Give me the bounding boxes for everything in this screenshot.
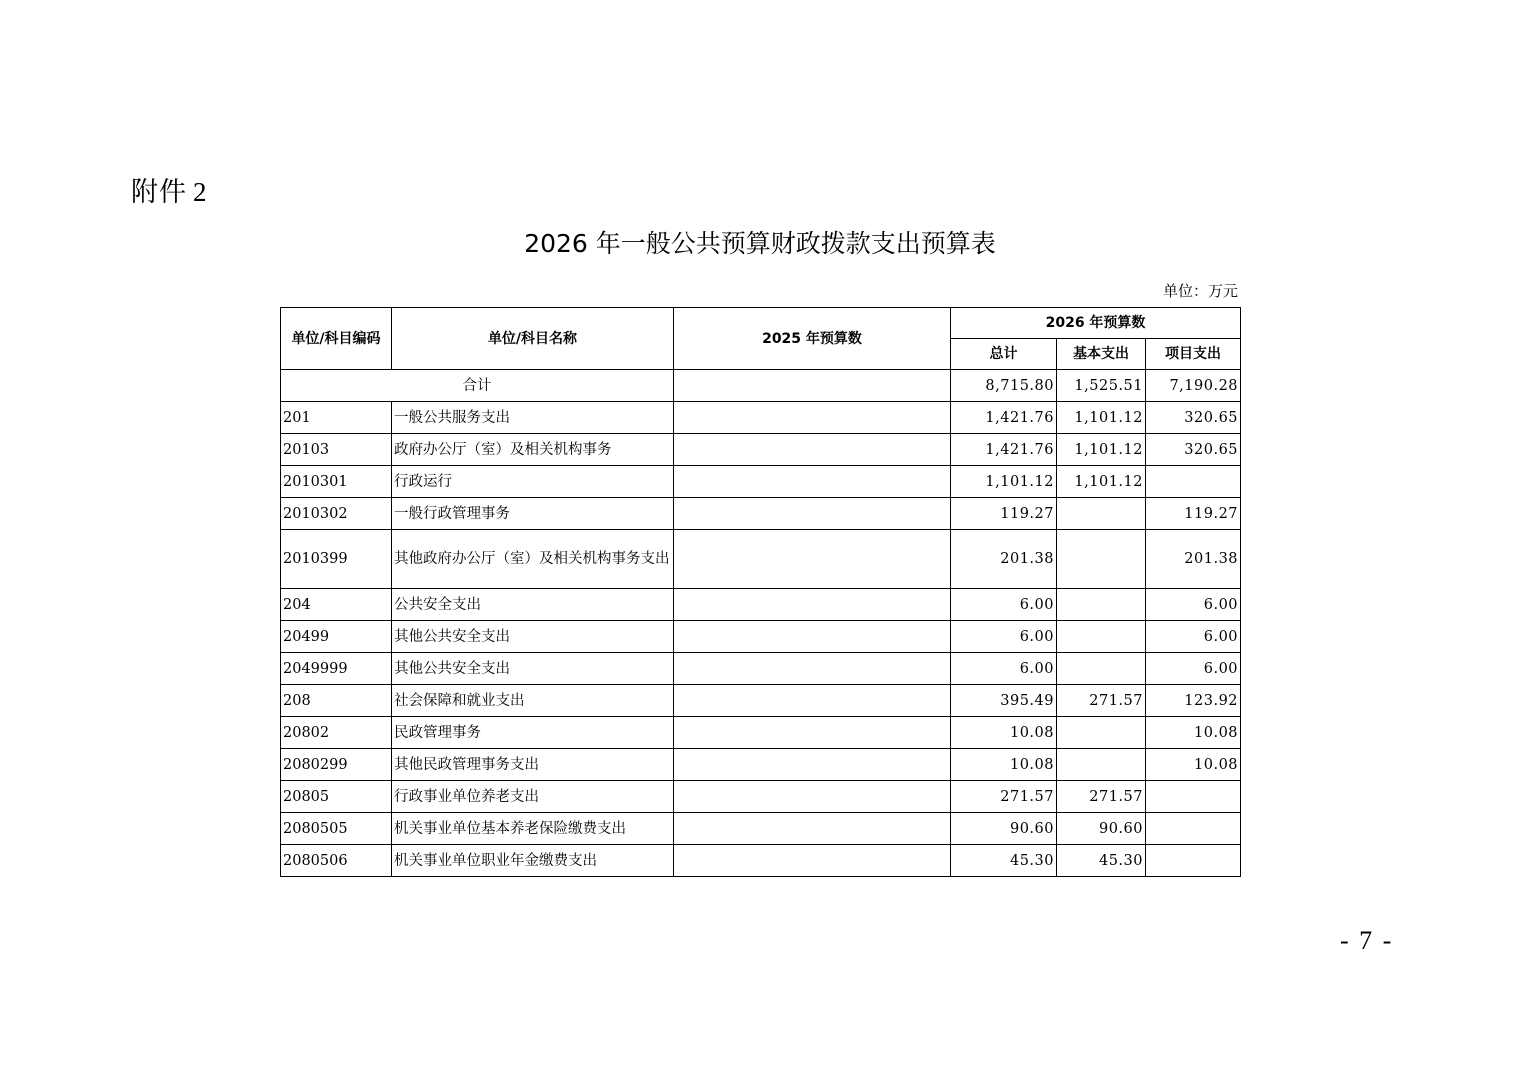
cell-prev-year	[674, 845, 951, 877]
table-row	[281, 402, 1241, 434]
cell-prev-year	[674, 685, 951, 717]
cell-name: 其他公共安全支出	[392, 621, 674, 653]
table-row	[281, 498, 1241, 530]
cell-name: 机关事业单位基本养老保险缴费支出	[392, 813, 674, 845]
cell-total: 119.27	[951, 498, 1057, 530]
cell-total: 10.08	[951, 717, 1057, 749]
cell-code: 201	[281, 402, 392, 434]
cell-code: 2080505	[281, 813, 392, 845]
table-row	[281, 685, 1241, 717]
budget-table	[280, 307, 1241, 877]
cell-project: 320.65	[1146, 434, 1241, 466]
cell-name: 其他政府办公厅（室）及相关机构事务支出	[392, 530, 674, 589]
cell-name: 行政运行	[392, 466, 674, 498]
cell-project: 119.27	[1146, 498, 1241, 530]
table-row	[281, 466, 1241, 498]
table-row	[281, 717, 1241, 749]
cell-prev-year	[674, 781, 951, 813]
total-total: 8,715.80	[951, 370, 1057, 402]
cell-basic: 1,101.12	[1057, 402, 1146, 434]
cell-project: 10.08	[1146, 717, 1241, 749]
cell-prev-year	[674, 717, 951, 749]
cell-project: 6.00	[1146, 653, 1241, 685]
cell-prev-year	[674, 653, 951, 685]
cell-name: 一般行政管理事务	[392, 498, 674, 530]
cell-total: 6.00	[951, 621, 1057, 653]
table-row	[281, 813, 1241, 845]
table-body	[281, 370, 1241, 877]
cell-prev-year	[674, 498, 951, 530]
cell-basic	[1057, 653, 1146, 685]
cell-basic: 45.30	[1057, 845, 1146, 877]
cell-name: 机关事业单位职业年金缴费支出	[392, 845, 674, 877]
cell-total: 395.49	[951, 685, 1057, 717]
cell-code: 20805	[281, 781, 392, 813]
cell-project: 6.00	[1146, 621, 1241, 653]
table-row	[281, 653, 1241, 685]
header-current-year: 2026 年预算数	[951, 308, 1241, 339]
cell-total: 90.60	[951, 813, 1057, 845]
header-project: 项目支出	[1146, 339, 1241, 370]
cell-prev-year	[674, 589, 951, 621]
cell-basic: 271.57	[1057, 781, 1146, 813]
cell-project: 123.92	[1146, 685, 1241, 717]
cell-basic: 90.60	[1057, 813, 1146, 845]
header-code: 单位/科目编码	[281, 308, 392, 370]
table-row	[281, 589, 1241, 621]
cell-basic	[1057, 621, 1146, 653]
cell-code: 20499	[281, 621, 392, 653]
cell-code: 2010301	[281, 466, 392, 498]
cell-prev-year	[674, 749, 951, 781]
cell-code: 2080506	[281, 845, 392, 877]
table-row	[281, 781, 1241, 813]
cell-project: 6.00	[1146, 589, 1241, 621]
table-row	[281, 749, 1241, 781]
cell-name: 其他公共安全支出	[392, 653, 674, 685]
cell-code: 204	[281, 589, 392, 621]
table-header	[281, 308, 1241, 370]
cell-basic: 1,101.12	[1057, 434, 1146, 466]
cell-prev-year	[674, 466, 951, 498]
cell-total: 201.38	[951, 530, 1057, 589]
cell-project	[1146, 781, 1241, 813]
cell-project: 10.08	[1146, 749, 1241, 781]
cell-code: 20103	[281, 434, 392, 466]
page-title: 2026 年一般公共预算财政拨款支出预算表	[524, 229, 996, 258]
cell-basic: 1,101.12	[1057, 466, 1146, 498]
cell-project	[1146, 845, 1241, 877]
table-row	[281, 530, 1241, 589]
cell-code: 208	[281, 685, 392, 717]
cell-name: 一般公共服务支出	[392, 402, 674, 434]
cell-basic	[1057, 717, 1146, 749]
header-total: 总计	[951, 339, 1057, 370]
cell-total: 1,421.76	[951, 402, 1057, 434]
cell-prev-year	[674, 813, 951, 845]
cell-name: 民政管理事务	[392, 717, 674, 749]
cell-code: 2010302	[281, 498, 392, 530]
table-row	[281, 621, 1241, 653]
attachment-label	[131, 176, 208, 209]
cell-total: 1,421.76	[951, 434, 1057, 466]
cell-basic	[1057, 498, 1146, 530]
total-label: 合计	[281, 370, 674, 402]
table-row	[281, 434, 1241, 466]
cell-name: 行政事业单位养老支出	[392, 781, 674, 813]
cell-basic	[1057, 749, 1146, 781]
cell-prev-year	[674, 530, 951, 589]
cell-name: 政府办公厅（室）及相关机构事务	[392, 434, 674, 466]
attachment-number: 2	[193, 177, 208, 207]
unit-label: 单位：万元	[1162, 282, 1238, 300]
cell-project: 201.38	[1146, 530, 1241, 589]
cell-name: 其他民政管理事务支出	[392, 749, 674, 781]
cell-project	[1146, 466, 1241, 498]
cell-total: 271.57	[951, 781, 1057, 813]
cell-total: 1,101.12	[951, 466, 1057, 498]
total-prev	[674, 370, 951, 402]
cell-project: 320.65	[1146, 402, 1241, 434]
cell-prev-year	[674, 434, 951, 466]
cell-name: 公共安全支出	[392, 589, 674, 621]
header-prev-year: 2025 年预算数	[674, 308, 951, 370]
cell-code: 2049999	[281, 653, 392, 685]
page-number: - 7 -	[1340, 926, 1394, 955]
cell-name: 社会保障和就业支出	[392, 685, 674, 717]
cell-code: 2080299	[281, 749, 392, 781]
cell-total: 10.08	[951, 749, 1057, 781]
cell-code: 20802	[281, 717, 392, 749]
header-name: 单位/科目名称	[392, 308, 674, 370]
cell-prev-year	[674, 621, 951, 653]
attachment-text: 附件	[131, 177, 187, 208]
cell-basic: 271.57	[1057, 685, 1146, 717]
cell-total: 6.00	[951, 589, 1057, 621]
cell-project	[1146, 813, 1241, 845]
table-row	[281, 845, 1241, 877]
cell-basic	[1057, 530, 1146, 589]
cell-prev-year	[674, 402, 951, 434]
cell-basic	[1057, 589, 1146, 621]
cell-total: 6.00	[951, 653, 1057, 685]
total-row	[281, 370, 1241, 402]
header-basic: 基本支出	[1057, 339, 1146, 370]
total-project: 7,190.28	[1146, 370, 1241, 402]
cell-code: 2010399	[281, 530, 392, 589]
cell-total: 45.30	[951, 845, 1057, 877]
total-basic: 1,525.51	[1057, 370, 1146, 402]
